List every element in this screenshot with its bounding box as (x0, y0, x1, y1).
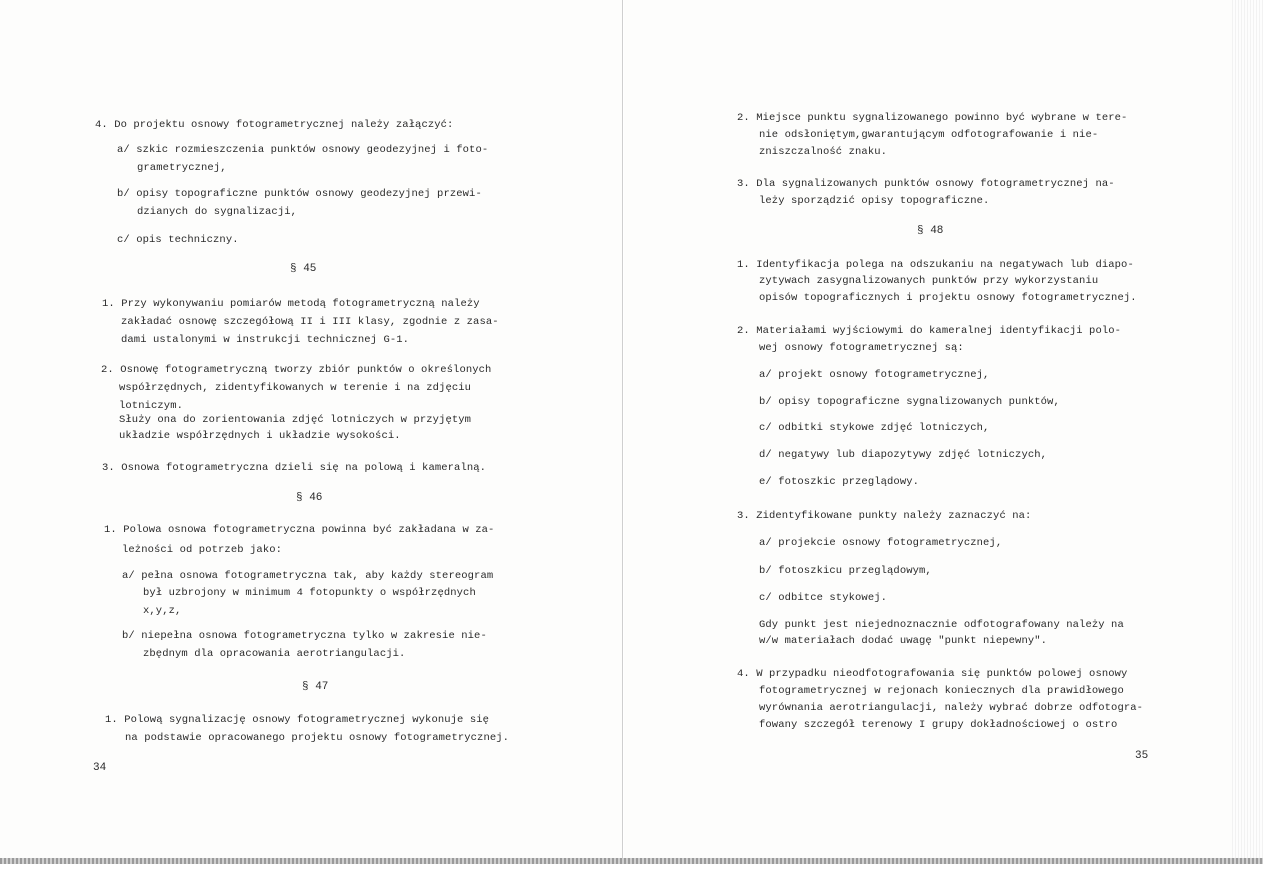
s47-p3-line1: 3. Dla sygnalizowanych punktów osnowy fotogrametrycznej na- (737, 178, 1115, 190)
s46-p1-line2: leżności od potrzeb jako: (122, 544, 283, 556)
s46-b-line1: b/ niepełna osnowa fotogrametryczna tylko w zakresie nie- (122, 630, 487, 642)
s47-p1-line1: 1. Polową sygnalizację osnowy fotogrametrycznej wykonuje się (105, 714, 490, 726)
s48-p2-c: c/ odbitki stykowe zdjęć lotniczych, (759, 422, 990, 434)
section-45-heading: § 45 (290, 263, 317, 275)
s48-p3-c: c/ odbitce stykowej. (759, 592, 888, 604)
s45-p2-line3: lotniczym. (119, 400, 184, 412)
s48-p3-b: b/ fotoszkicu przeglądowym, (759, 565, 932, 577)
section-47-heading: § 47 (302, 681, 329, 693)
s48-p2-b: b/ opisy topograficzne sygnalizowanych punktów, (759, 396, 1060, 408)
s47-p2-line2: nie odsłoniętym,gwarantującym odfotografowanie i nie- (759, 129, 1099, 141)
s48-p4-line3: wyrównania aerotriangulacji, należy wybrać dobrze odfotogra- (759, 702, 1144, 714)
item-4-b-line2: dzianych do sygnalizacji, (137, 206, 298, 218)
s45-p1-line1: 1. Przy wykonywaniu pomiarów metodą fotogrametryczną należy (102, 298, 480, 310)
s46-p1-line1: 1. Polowa osnowa fotogrametryczna powinna być zakładana w za- (104, 524, 495, 536)
section-46-heading: § 46 (296, 492, 323, 504)
item-4-c: c/ opis techniczny. (117, 234, 239, 246)
right-page (624, 0, 1236, 860)
s48-p2-line2: wej osnowy fotogrametrycznej są: (759, 342, 964, 354)
s45-p2-line2: współrzędnych, zidentyfikowanych w terenie i na zdjęciu (119, 382, 472, 394)
item-4-intro: 4. Do projektu osnowy fotogrametrycznej należy załączyć: (95, 119, 454, 131)
page-number-left: 34 (93, 762, 107, 774)
s46-b-line2: zbędnym dla opracowania aerotriangulacji. (143, 648, 406, 660)
left-page (0, 0, 623, 860)
s47-p3-line2: leży sporządzić opisy topograficzne. (759, 195, 990, 207)
s48-p1-line2: zytywach zasygnalizowanych punktów przy wykorzystaniu (759, 275, 1099, 287)
section-48-heading: § 48 (917, 225, 944, 237)
scan-margin (0, 864, 1263, 893)
s47-p2-line1: 2. Miejsce punktu sygnalizowanego powinno być wybrane w tere- (737, 112, 1128, 124)
s47-p1-line2: na podstawie opracowanego projektu osnowy fotogrametrycznej. (125, 732, 510, 744)
s47-p2-line3: zniszczalność znaku. (759, 146, 888, 158)
s48-p2-d: d/ negatywy lub diapozytywy zdjęć lotniczych, (759, 449, 1048, 461)
item-4-b-line1: b/ opisy topograficzne punktów osnowy geodezyjnej przewi- (117, 188, 482, 200)
s48-p2-e: e/ fotoszkic przeglądowy. (759, 476, 920, 488)
s48-p4-line4: fowany szczegół terenowy I grupy dokładnościowej o ostro (759, 719, 1118, 731)
right-page-edge (1232, 0, 1263, 860)
page-number-right: 35 (1135, 750, 1149, 762)
s48-p1-line3: opisów topograficznych i projektu osnowy fotogrametrycznej. (759, 292, 1137, 304)
item-4-a-line1: a/ szkic rozmieszczenia punktów osnowy geodezyjnej i foto- (117, 144, 489, 156)
s48-p3-line1: 3. Zidentyfikowane punkty należy zaznaczyć na: (737, 510, 1032, 522)
s45-p1-line3: dami ustalonymi w instrukcji technicznej G-1. (121, 334, 410, 346)
s48-p4-line2: fotogrametrycznej w rejonach koniecznych dla prawidłowego (759, 685, 1124, 697)
s48-p1-line1: 1. Identyfikacja polega na odszukaniu na negatywach lub diapo- (737, 259, 1134, 271)
s48-p2-a: a/ projekt osnowy fotogrametrycznej, (759, 369, 990, 381)
s48-p3-a: a/ projekcie osnowy fotogrametrycznej, (759, 537, 1003, 549)
s45-p1-line2: zakładać osnowę szczegółową II i III klasy, zgodnie z zasa- (121, 316, 499, 328)
s48-p3-note-line1: Gdy punkt jest niejednoznacznie odfotografowany należy na (759, 619, 1124, 631)
item-4-a-line2: grametrycznej, (137, 162, 227, 174)
s46-a-line2: był uzbrojony w minimum 4 fotopunkty o współrzędnych (143, 587, 476, 599)
s46-a-line3: x,y,z, (143, 605, 182, 617)
s48-p4-line1: 4. W przypadku nieodfotografowania się punktów polowej osnowy (737, 668, 1128, 680)
s45-p3: 3. Osnowa fotogrametryczna dzieli się na polową i kameralną. (102, 462, 487, 474)
s45-p2-line5: układzie współrzędnych i układzie wysokości. (119, 430, 401, 442)
s45-p2-line1: 2. Osnowę fotogrametryczną tworzy zbiór punktów o określonych (101, 364, 492, 376)
s48-p3-note-line2: w/w materiałach dodać uwagę "punkt niepewny". (759, 635, 1048, 647)
s46-a-line1: a/ pełna osnowa fotogrametryczna tak, aby każdy stereogram (122, 570, 494, 582)
s45-p2-line4: Służy ona do zorientowania zdjęć lotniczych w przyjętym (119, 414, 472, 426)
s48-p2-line1: 2. Materiałami wyjściowymi do kameralnej identyfikacji polo- (737, 325, 1122, 337)
